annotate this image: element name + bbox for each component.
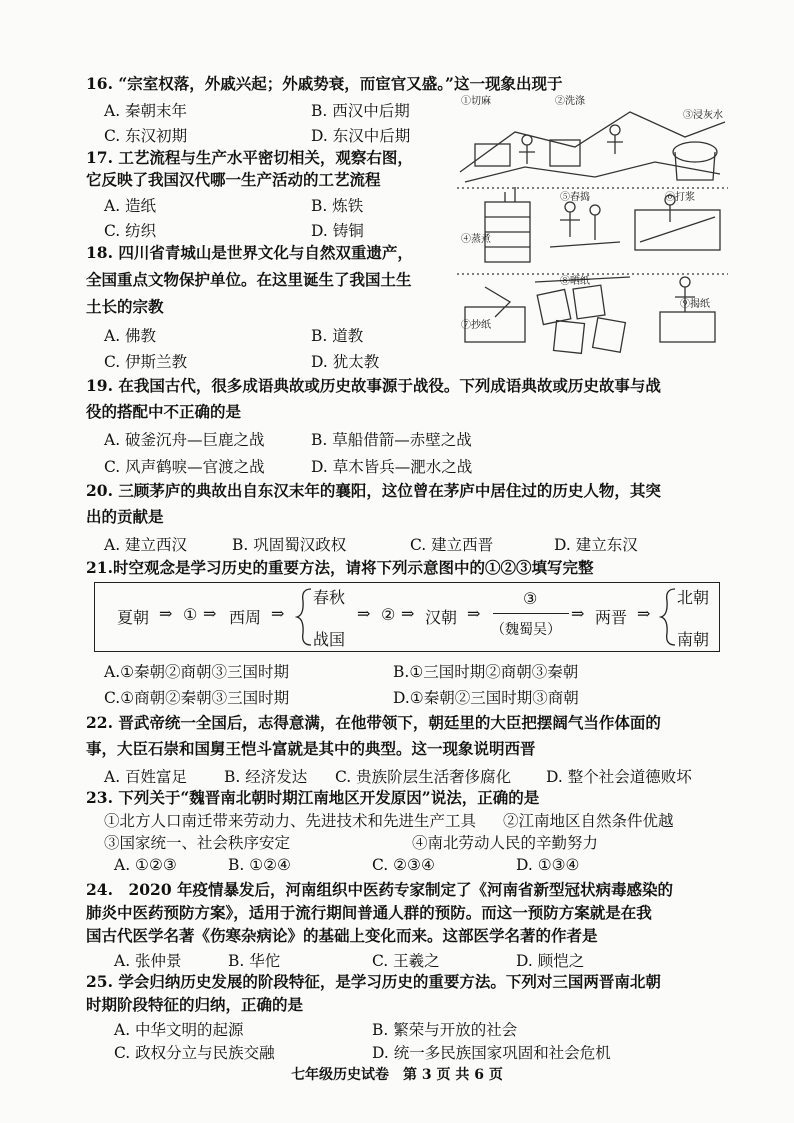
q21-option-c[interactable]: C.①商朝②秦朝③三国时期 [104,689,290,707]
q24-stem-line3: 国古代医学名著《伤寒杂病论》的基础上变化而来。这部医学名著的作者是 [86,926,598,945]
q24-stem-line2: 肺炎中医药预防方案》，适用于流行期间普通人群的预防。而这一预防方案就是在我 [86,903,652,922]
q25-option-b[interactable]: B. 繁荣与开放的社会 [372,1021,518,1039]
q22-stem-line2: 事，大臣石崇和国舅王恺斗富就是其中的典型。这一现象说明西晋 [86,739,536,758]
timeline-liangjin: 两晋 [595,608,628,627]
q23-stem: 23. 下列关于“魏晋南北朝时期江南地区开发原因”说法，正确的是 [86,788,540,807]
left-brace-icon [295,587,313,647]
q20-option-a[interactable]: A. 建立西汉 [104,536,188,554]
q21-option-d[interactable]: D.①秦朝②三国时期③商朝 [393,689,579,707]
q19-stem-line2: 役的搭配中不正确的是 [86,402,242,421]
fig-label-1: ①切麻 [461,96,491,107]
timeline-zhanguo: 战国 [313,630,346,649]
q20-option-b[interactable]: B. 巩固蜀汉政权 [232,536,347,554]
q18-option-d[interactable]: D. 犹太教 [311,353,380,371]
q23-item-2: ②江南地区自然条件优越 [503,812,674,830]
q24-option-a[interactable]: A. 张仲景 [114,952,182,970]
q21-option-b[interactable]: B.①三国时期②商朝③秦朝 [393,663,579,681]
page-footer: 七年级历史试卷 第 3 页 共 6 页 [291,1067,503,1083]
papermaking-process-figure [455,92,730,364]
q20-option-d[interactable]: D. 建立东汉 [554,536,638,554]
q20-option-c[interactable]: C. 建立西晋 [410,536,494,554]
timeline-han: 汉朝 [425,608,458,627]
q18-stem-line1: 18. 四川省青城山是世界文化与自然双重遗产， [86,243,413,262]
q16-stem: 16. “宗室权落，外戚兴起；外戚势衰，而宦官又盛。”这一现象出现于 [86,74,563,93]
q23-item-3: ③国家统一、社会秩序安定 [104,834,291,852]
papermaking-illustration [455,92,730,364]
arrow-icon: ⇒ [357,604,371,623]
timeline-blank-1: ① [183,605,198,624]
fig-label-7: ⑦抄纸 [461,320,491,331]
q23-option-c[interactable]: C. ②③④ [372,856,435,874]
arrow-icon: ⇒ [637,604,651,623]
q23-item-1: ①北方人口南迁带来劳动力、先进技术和先进生产工具 [104,812,477,830]
q22-stem-line1: 22. 晋武帝统一全国后，志得意满，在他带领下，朝廷里的大臣把摆阔气当作体面的 [86,713,661,732]
fig-label-5: ⑤舂捣 [560,192,590,203]
q19-stem-line1: 19. 在我国古代，很多成语典故或历史故事源于战役。下列成语典故或历史故事与战 [86,376,661,395]
arrow-icon: ⇒ [159,604,173,623]
q19-option-c[interactable]: C. 风声鹤唳—官渡之战 [104,458,265,476]
fig-label-2: ②洗涤 [555,96,585,107]
q25-option-d[interactable]: D. 统一多民族国家巩固和社会危机 [372,1044,611,1062]
q23-option-d[interactable]: D. ①③④ [516,856,580,874]
arrow-icon: ⇒ [571,604,585,623]
timeline-blank-2: ② [381,605,396,624]
fig-label-8: ⑧晒纸 [560,276,590,287]
q18-option-a[interactable]: A. 佛教 [104,327,157,345]
q20-stem-line2: 出的贡献是 [86,507,164,526]
q17-option-d[interactable]: D. 铸铜 [311,222,364,240]
q16-option-c[interactable]: C. 东汉初期 [104,127,188,145]
q16-option-b[interactable]: B. 西汉中后期 [311,102,410,120]
q17-option-b[interactable]: B. 炼铁 [311,197,364,215]
q18-stem-line2: 全国重点文物保护单位。在这里诞生了我国土生 [86,270,412,289]
q21-option-a[interactable]: A.①秦朝②商朝③三国时期 [104,663,290,681]
q22-option-a[interactable]: A. 百姓富足 [104,768,188,786]
q19-option-b[interactable]: B. 草船借箭—赤壁之战 [311,431,472,449]
timeline-beichao: 北朝 [677,588,710,607]
q22-option-b[interactable]: B. 经济发达 [224,768,308,786]
q18-stem-line3: 土长的宗教 [86,297,164,316]
q25-option-c[interactable]: C. 政权分立与民族交融 [114,1044,275,1062]
timeline-xizhou: 西周 [229,608,262,627]
q23-option-b[interactable]: B. ①②④ [228,856,291,874]
timeline-chunqiu: 春秋 [313,588,346,607]
timeline-blank-3: ③ [523,589,538,608]
q25-option-a[interactable]: A. 中华文明的起源 [114,1021,244,1039]
q23-item-4: ④南北劳动人民的辛勤努力 [412,834,599,852]
fig-label-4: ④蒸煮 [461,234,491,245]
q18-option-b[interactable]: B. 道教 [311,327,364,345]
fig-label-6: ⑥打浆 [665,192,695,203]
q24-option-b[interactable]: B. 华佗 [228,952,281,970]
q23-option-a[interactable]: A. ①②③ [114,856,177,874]
q22-option-d[interactable]: D. 整个社会道德败坏 [546,768,692,786]
q16-option-a[interactable]: A. 秦朝末年 [104,102,188,120]
q17-stem-line2: 它反映了我国汉代哪一生产活动的工艺流程 [86,170,381,189]
q18-option-c[interactable]: C. 伊斯兰教 [104,353,188,371]
q19-option-a[interactable]: A. 破釜沉舟—巨鹿之战 [104,431,265,449]
q25-stem-line1: 25. 学会归纳历史发展的阶段特征，是学习历史的重要方法。下列对三国两晋南北朝 [86,972,661,991]
q22-option-c[interactable]: C. 贵族阶层生活奢侈腐化 [335,768,512,786]
q24-option-d[interactable]: D. 顾恺之 [516,952,585,970]
arrow-icon: ⇒ [203,604,217,623]
dynasty-timeline-diagram [94,582,720,652]
left-brace-icon [659,587,677,647]
timeline-nanchao: 南朝 [677,630,710,649]
q16-option-d[interactable]: D. 东汉中后期 [311,127,411,145]
arrow-icon: ⇒ [467,604,481,623]
timeline-weishuwu: （魏蜀吴） [491,622,561,638]
fraction-line [493,613,569,614]
timeline-xia: 夏朝 [117,608,150,627]
q24-option-c[interactable]: C. 王羲之 [372,952,440,970]
fig-label-3: ③浸灰水 [683,110,723,121]
arrow-icon: ⇒ [271,604,285,623]
q24-stem-line1: 24. 2020 年疫情暴发后，河南组织中医药专家制定了《河南省新型冠状病毒感染的 [86,880,674,899]
q25-stem-line2: 时期阶段特征的归纳，正确的是 [86,995,304,1014]
q17-option-c[interactable]: C. 纺织 [104,222,157,240]
q20-stem-line1: 20. 三顾茅庐的典故出自东汉末年的襄阳，这位曾在茅庐中居住过的历史人物，其突 [86,481,661,500]
q19-option-d[interactable]: D. 草木皆兵—淝水之战 [311,458,473,476]
arrow-icon: ⇒ [401,604,415,623]
q21-stem: 21.时空观念是学习历史的重要方法，请将下列示意图中的①②③填写完整 [86,558,594,577]
q17-stem-line1: 17. 工艺流程与生产水平密切相关，观察右图， [86,148,413,167]
q17-option-a[interactable]: A. 造纸 [104,197,157,215]
fig-label-9: ⑨揭纸 [680,299,710,310]
